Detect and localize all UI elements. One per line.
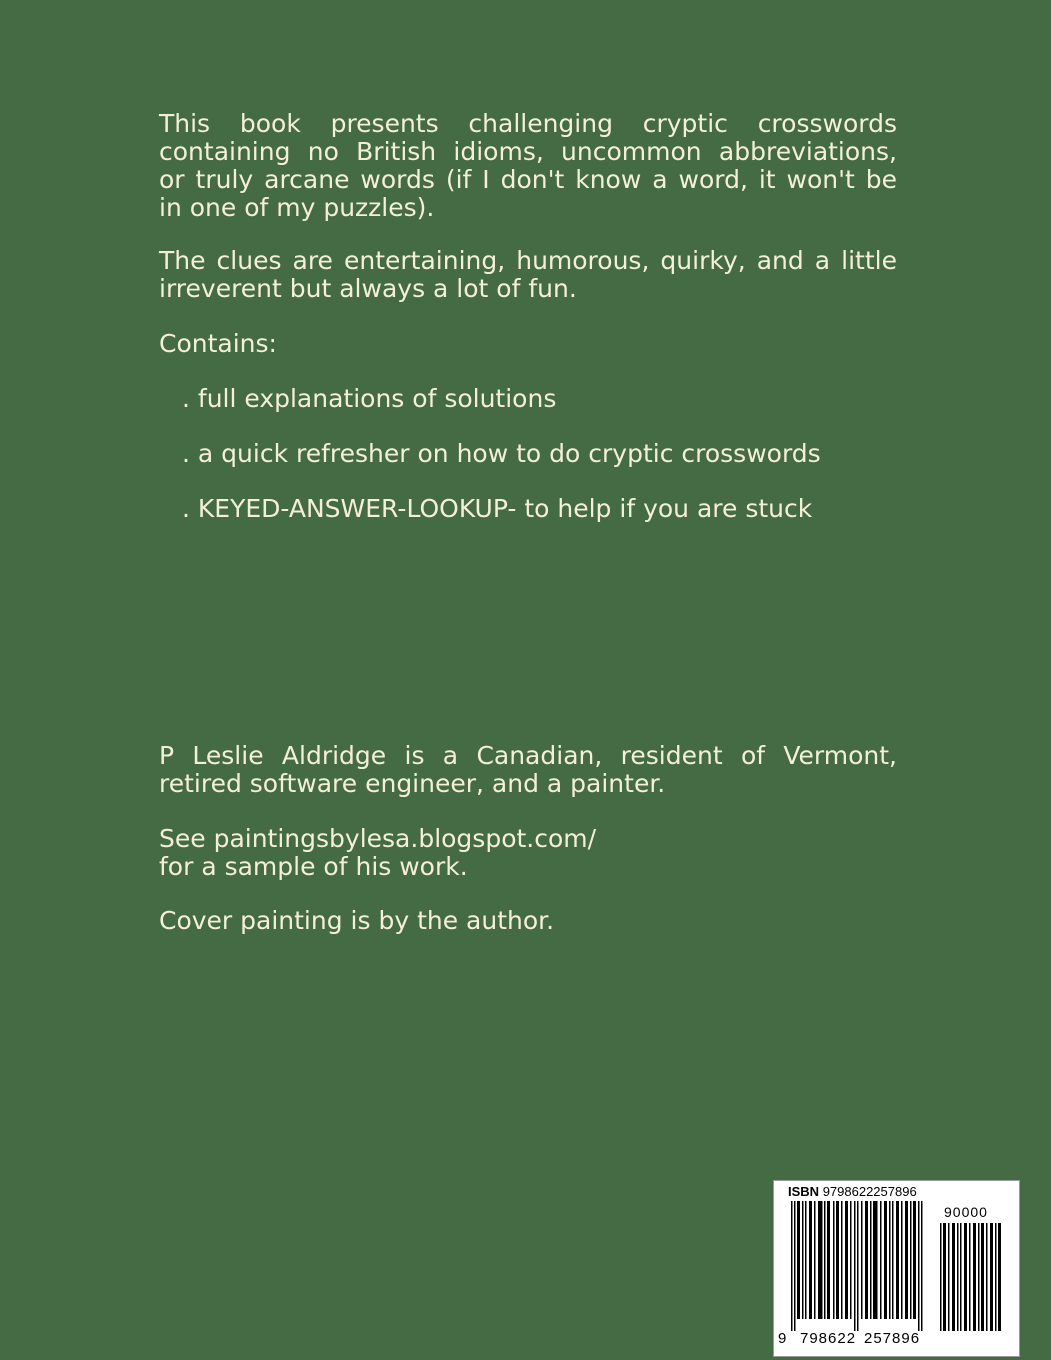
description-line: This book presents challenging cryptic crosswords	[159, 109, 897, 138]
description-line: in one of my puzzles).	[159, 193, 435, 222]
author-bio	[159, 742, 897, 798]
barcode-digit-group-2: 257896	[864, 1330, 921, 1347]
author-bio-line: retired software engineer, and a painter.	[159, 769, 666, 798]
contains-heading: Contains:	[159, 329, 277, 358]
isbn-barcode	[773, 1180, 1020, 1357]
isbn-number: 9798622257896	[822, 1184, 917, 1199]
price-barcode-bars	[940, 1223, 1004, 1331]
website-line: See paintingsbylesa.blogspot.com/	[159, 824, 597, 853]
bullet-item: . a quick refresher on how to do cryptic crosswords	[182, 439, 821, 468]
author-bio-line: P Leslie Aldridge is a Canadian, resident of Vermont,	[159, 741, 897, 770]
author-website-note	[159, 825, 897, 881]
description-line: or truly arcane words (if I don't know a word, it won't be	[159, 165, 897, 194]
bullet-item: . KEYED-ANSWER-LOOKUP- to help if you are stuck	[182, 494, 813, 523]
description-line: The clues are entertaining, humorous, quirky, and a little	[159, 246, 897, 275]
description-paragraph-1	[159, 110, 897, 222]
description-paragraph-2	[159, 247, 897, 303]
price-code: 90000	[944, 1204, 988, 1220]
description-line: irreverent but always a lot of fun.	[159, 274, 577, 303]
isbn-label	[788, 1185, 917, 1199]
barcode-digit-first: 9	[778, 1330, 787, 1347]
bullet-item: . full explanations of solutions	[182, 384, 557, 413]
ean-barcode-bars	[791, 1201, 931, 1331]
barcode-digit-group-1: 798622	[800, 1330, 857, 1347]
description-line: containing no British idioms, uncommon abbreviations,	[159, 137, 897, 166]
website-line: for a sample of his work.	[159, 852, 468, 881]
isbn-prefix: ISBN	[788, 1184, 820, 1199]
cover-credit: Cover painting is by the author.	[159, 906, 555, 935]
